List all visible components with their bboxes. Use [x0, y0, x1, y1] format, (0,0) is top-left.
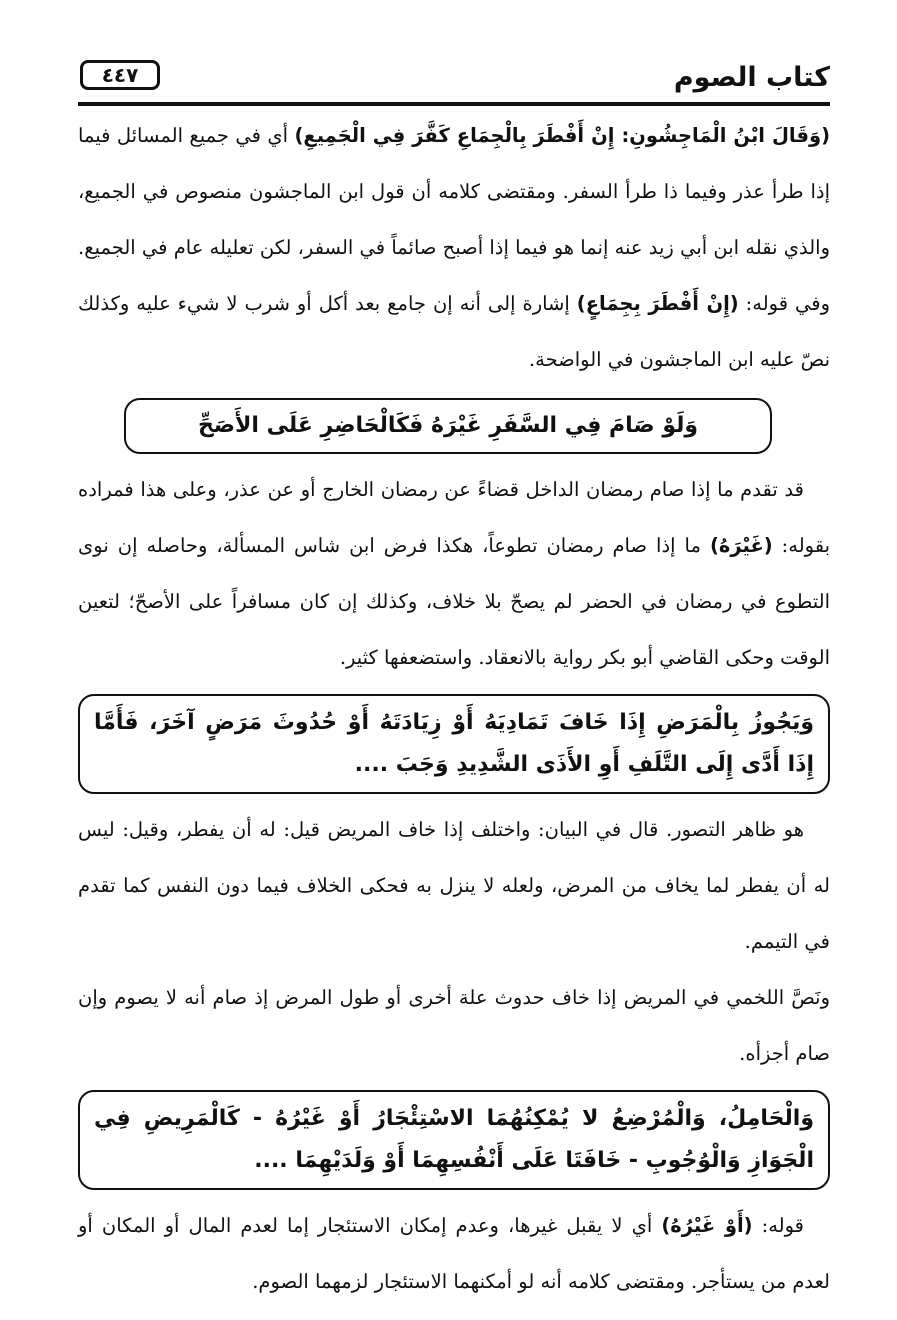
page-header: [78, 58, 830, 106]
book-page: [78, 58, 830, 1310]
book-title: كتاب الصوم: [673, 62, 830, 93]
quoted-matn: (إِنْ أَفْطَرَ بِجِمَاعٍ): [576, 292, 739, 315]
commentary-paragraph-3: هو ظاهر التصور. قال في البيان: واختلف إذا خاف المريض قيل: له أن يفطر، وقيل: ليس له أن يفطر لما يخاف من المرض، ولعله لا ينزل به فحكى الخلاف فيما دون النفس كما تقدم في التيمم.: [78, 818, 830, 953]
matn-box-1: وَلَوْ صَامَ فِي السَّفَرِ غَيْرَهُ فَكَالْحَاضِرِ عَلَى الأَصَحِّ: [124, 398, 772, 454]
matn-box-3: وَالْحَامِلُ، وَالْمُرْضِعُ لا يُمْكِنُهُمَا الاسْتِئْجَارُ أَوْ غَيْرُهُ - كَالْمَرِيضِ فِي الْجَوَازِ وَالْوُجُوبِ - خَافَتَا عَلَى أَنْفُسِهِمَا أَوْ وَلَدَيْهِمَا ....: [78, 1090, 830, 1190]
commentary-text: قوله:: [752, 1214, 805, 1237]
commentary-text: أي لا يقبل غيرها، وعدم إمكان الاستئجار إما لعدم المال أو المكان أو لعدم من يستأجر. ومقتضى كلامه أنه لو أمكنهما الاستئجار لزمهما الصوم.: [78, 1214, 830, 1293]
commentary-text: ما إذا صام رمضان تطوعاً، هكذا فرض ابن شاس المسألة، وحاصله إن نوى التطوع في رمضان في الحضر لم يصحّ بلا خلاف، وكذلك إن كان مسافراً على الأصحّ؛ لتعين الوقت وحكى القاضي أبو بكر رواية بالانعقاد. واستضعفها كثير.: [78, 534, 830, 669]
matn-box-2: وَيَجُوزُ بِالْمَرَضِ إِذَا خَافَ تَمَادِيَهُ أَوْ زِيَادَتَهُ أَوْ حُدُوثَ مَرَضٍ آخَرَ، فَأَمَّا إِذَا أَدَّى إِلَى التَّلَفِ أَوِ الأَذَى الشَّدِيدِ وَجَبَ ....: [78, 694, 830, 794]
commentary-paragraph-1: [78, 108, 830, 388]
commentary-text: إشارة إلى أنه إن جامع بعد أكل أو شرب لا شيء عليه وكذلك نصّ عليه ابن الماجشون في الواضحة.: [78, 292, 830, 371]
page-number: ٤٤٧: [80, 60, 160, 90]
quoted-matn: (غَيْرَهُ): [709, 534, 773, 557]
commentary-text: أي في جميع المسائل فيما إذا طرأ عذر وفيما ذا طرأ السفر. ومقتضى كلامه أن قول ابن الماجشون منصوص في الجميع، والذي نقله ابن أبي زيد عنه إنما هو فيما إذا أصبح صائماً في السفر، لكن تعليله عام في الجميع. وفي قوله:: [78, 124, 830, 315]
commentary-text: قد تقدم ما إذا صام رمضان الداخل قضاءً عن رمضان الخارج أو عن عذر، وعلى هذا فمراده بقوله:: [78, 478, 831, 557]
commentary-paragraph-2: [78, 462, 830, 686]
commentary-paragraph-5: [78, 1198, 830, 1310]
quoted-matn: (أَوْ غَيْرُهُ): [661, 1214, 753, 1237]
quoted-matn: (وَقَالَ ابْنُ الْمَاجِشُونِ: إِنْ أَفْطَرَ بِالْجِمَاعِ كَفَّرَ فِي الْجَمِيعِ): [294, 124, 830, 147]
commentary-paragraph-4: ونَصَّ اللخمي في المريض إذا خاف حدوث علة أخرى أو طول المرض إذ صام أنه لا يصوم وإن صام أجزأه.: [78, 986, 830, 1065]
